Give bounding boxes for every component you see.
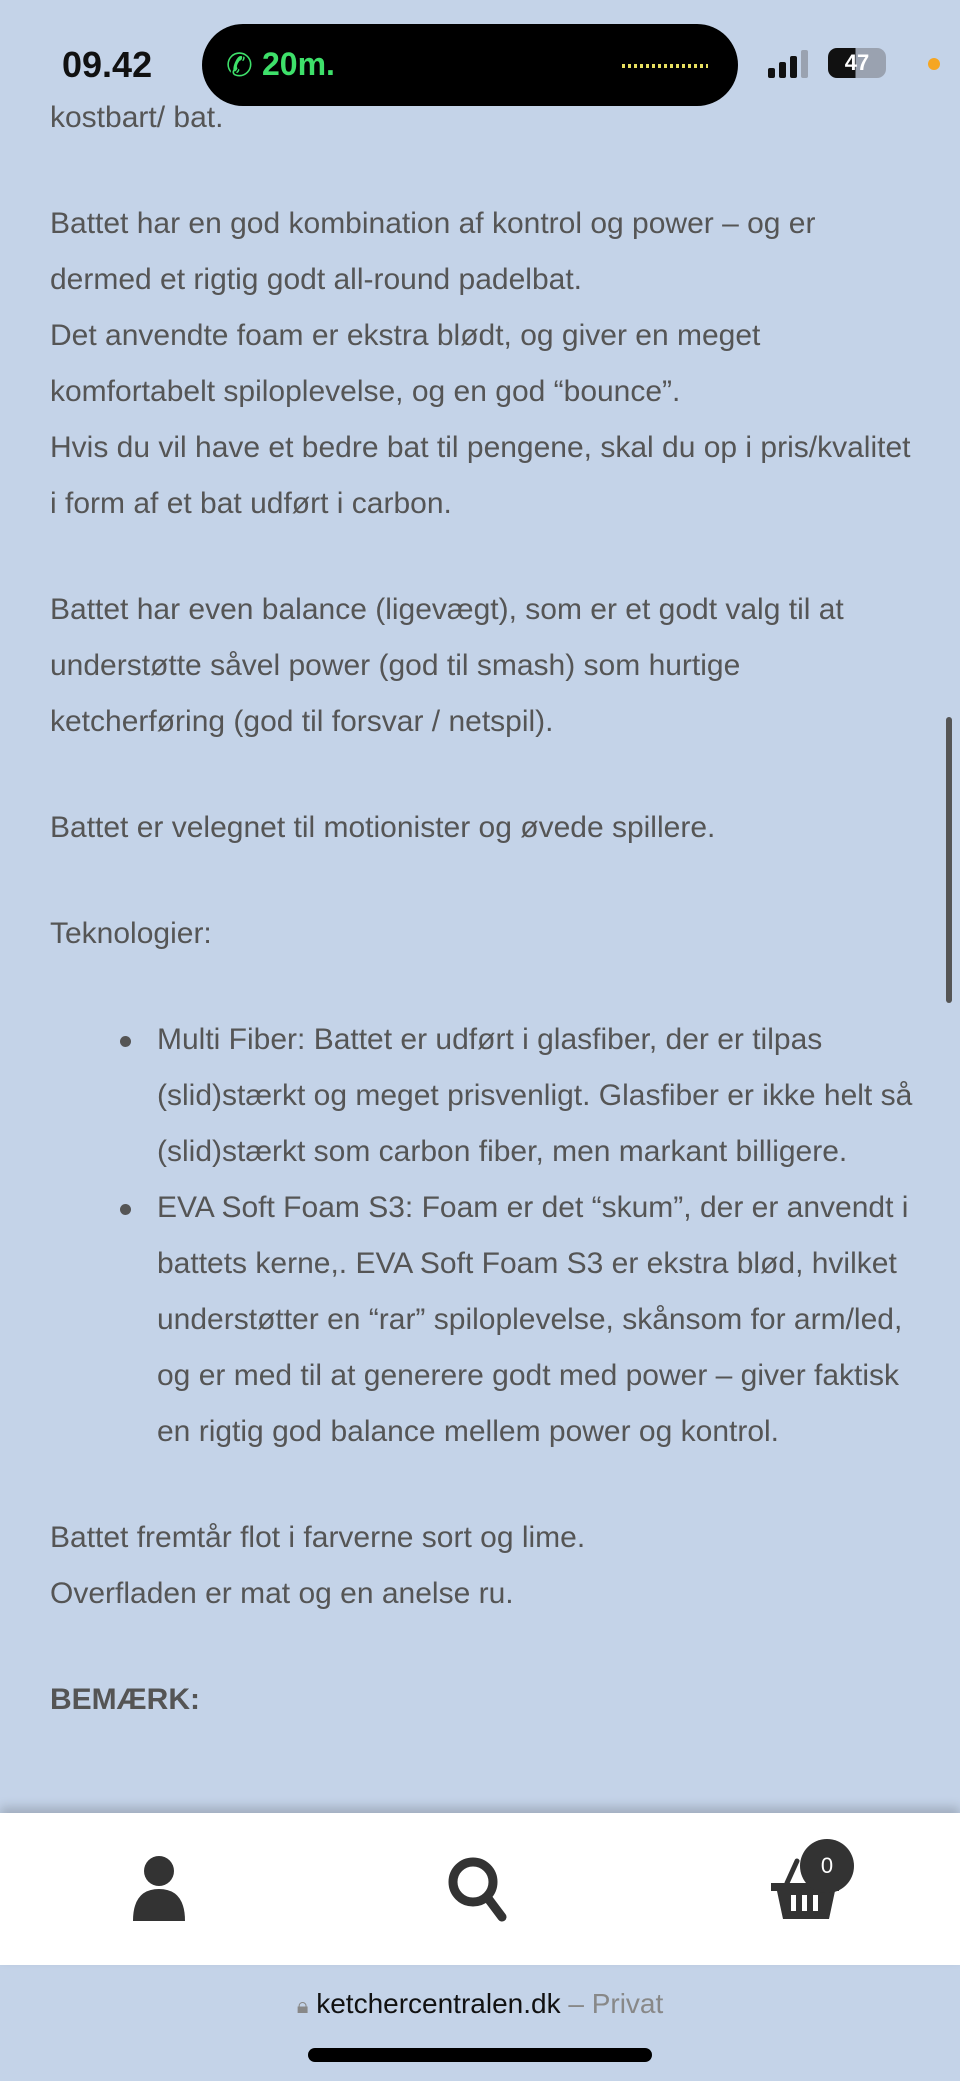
- sentence: Det anvendte foam er ekstra blødt, og giver en meget komfortabelt spiloplevelse, og en god “bounce”.: [50, 319, 761, 408]
- paragraph-technologies-heading: Teknologier:: [50, 917, 212, 950]
- phone-icon: ✆: [226, 47, 253, 83]
- sentence: Battet fremtår flot i farverne sort og lime.: [50, 1521, 586, 1554]
- domain: ketchercentralen.dk: [316, 1988, 561, 2019]
- paragraph-intro: [50, 196, 920, 532]
- battery-icon: 47: [828, 48, 886, 78]
- search-button[interactable]: [438, 1849, 518, 1929]
- partial-text-bottom: BEMÆRK:: [50, 1683, 200, 1716]
- search-icon: [438, 1849, 518, 1929]
- technology-list: [50, 1012, 920, 1460]
- sentence: Hvis du vil have et bedre bat til pengene, skal du op i pris/kvalitet i form af et bat udført i carbon.: [50, 431, 911, 520]
- user-icon: [119, 1849, 199, 1929]
- home-indicator[interactable]: [308, 2048, 652, 2062]
- account-button[interactable]: [119, 1849, 199, 1929]
- clock: 09.42: [62, 44, 153, 85]
- signal-icon: [768, 50, 808, 78]
- private-label: – Privat: [560, 1988, 664, 2019]
- address-bar[interactable]: [0, 1988, 960, 2020]
- mic-indicator-dot: [928, 58, 940, 70]
- paragraph-balance: Battet har even balance (ligevægt), som er et godt valg til at understøtte såvel power (god til smash) som hurtige ketcherføring (god til forsvar / netspil).: [50, 593, 844, 738]
- cart-count-badge: 0: [800, 1839, 854, 1893]
- call-duration: 20m.: [262, 46, 335, 82]
- lock-icon: 🔒︎: [296, 1993, 309, 2018]
- partial-text-top: kostbart/ bat.: [50, 101, 224, 134]
- sentence: Overfladen er mat og en anelse ru.: [50, 1577, 514, 1610]
- scrollbar[interactable]: [946, 717, 952, 1003]
- audio-wave-icon: [622, 64, 708, 68]
- list-item: Multi Fiber: Battet er udført i glasfiber, der er tilpas (slid)stærkt og meget prisvenligt. Glasfiber er ikke helt så (slid)stærkt som carbon fiber, men markant billigere.: [50, 1012, 920, 1180]
- paragraph-colors: [50, 1510, 920, 1622]
- article-content: [0, 101, 960, 1813]
- list-item: EVA Soft Foam S3: Foam er det “skum”, der er anvendt i battets kerne,. EVA Soft Foam S3 er ekstra blød, hvilket understøtter en “rar” spiloplevelse, skånsom for arm/led, og er med til at generere godt med power – giver faktisk en rigtig god balance mellem power og kontrol.: [50, 1180, 920, 1460]
- sentence: Battet har en god kombination af kontrol og power – og er dermed et rigtig godt all-round padelbat.: [50, 207, 816, 296]
- paragraph-level: Battet er velegnet til motionister og øvede spillere.: [50, 811, 716, 844]
